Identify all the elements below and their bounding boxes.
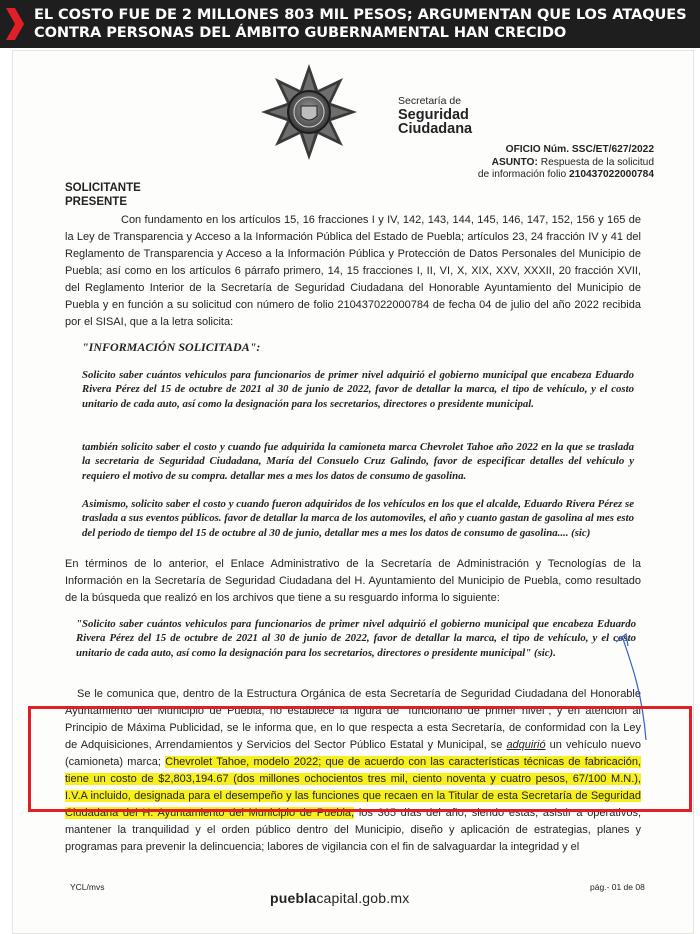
intro-paragraph: Con fundamento en los artículos 15, 16 fracciones I y IV, 142, 143, 144, 145, 146, 147, 152, 156 y 165 de la Ley de Transparencia y Acceso a la Información Pública del Estado de Puebla; artículos 23, 24 fracción IV y 41 del Reglamento de Transparencia y Acceso a la Información Pública y Protección de Datos Personales del Municipio de Puebla; así como en los artículos 6 párrafo primero, 14, 15 fracciones I, II, VI, X, XIX, XXV, XXXII, 20 fracción XVII, del Reglamento Interior de la Secretaría de Seguridad Ciudadana del Honorable Ayuntamiento del Municipio de Puebla y en función a su solicitud con número de folio 210437022000784 de fecha 04 de julio del año 2022 recibida por el SISAI, que a la letra solicita: [65,214,641,328]
document-page [12,50,694,934]
info-title: "INFORMACIÓN SOLICITADA": [82,340,261,354]
recipient-block [65,181,141,209]
headline-banner [0,0,700,48]
footer-page-number: pág.- 01 de 08 [590,882,645,892]
star-badge-icon [234,62,384,162]
asunto-label: ASUNTO: [491,156,538,168]
request-paragraph-1: Solicito saber cuántos vehiculos para funcionarios de primer nivel adquirió el gobierno municipal que encabeza Eduardo Rivera Pérez del 15 de octubre de 2021 al 30 de junio de 2022, favor de detallar la marca, el tipo de vehículo, y el costo unitario de cada auto, así como la designación para los secretarios, directores o presidente municipal. [82,369,634,410]
adquirio-underlined: adquirió [506,739,546,751]
asunto-text-1: Respuesta de la solicitud [540,156,654,168]
department-prefix: Secretaría de [398,95,462,107]
headline-line-1: EL COSTO FUE DE 2 MILLONES 803 MIL PESOS; ARGUMENTAN QUE LOS ATAQUES [34,6,687,23]
request-paragraph-3: Asimismo, solicito saber el costo y cuando fueron adquiridos de los vehículos en los que el alcalde, Eduardo Rivera Pérez se traslada a sus eventos públicos. favor de detallar la marca de los automoviles, el año y cuanto gastan de gasolina al mes esto del periodo de tiempo del 15 de octubre al 30 de junio, detallar mes a mes los datos de consumo de gasolina.... (sic) [82,498,634,539]
answer-text-b: un vehículo nuevo (camioneta) marca; [65,739,641,768]
answer-paragraph [65,686,641,856]
oficio-label: OFICIO Núm. [505,144,570,155]
answer-text-c: los 365 días del año, siendo estas; asistir a operativos, mantener la tranquilidad y el orden público dentro del Municipio, diseño y aplicación de estrategias, planes y programas para prevenir la delincuencia; labores de vigilancia con el fin de salvaguardar la integridad y el [65,807,641,853]
headline-line-2: CONTRA PERSONAS DEL ÁMBITO GUBERNAMENTAL HAN CRECIDO [34,24,567,41]
oficio-block [388,144,654,182]
footer-url [270,890,409,906]
request-paragraph-2: también solicito saber el costo y cuando fue adquirida la camioneta marca Chevrolet Tahoe año 2022 en la que se traslada la secretaria de Seguridad Ciudadana, María del Consuelo Cruz Galindo, favor de especificar detalles del vehículo y requiero el motivo de su compra. detallar mes a mes los datos de consumo de gasolina. [82,441,634,482]
department-line-2: Ciudadana [398,121,473,137]
folio-number: 210437022000784 [569,169,654,181]
recipient-line-2: PRESENTE [65,196,127,208]
footer-initials: YCL/mvs [70,882,105,892]
footer-url-bold: puebla [270,890,317,906]
highlighted-cost-text: Chevrolet Tahoe, modelo 2022; que de acuerdo con las características técnicas de fabricación, tiene un costo de $2,803,194.67 (dos millones ochocientos tres mil, ciento noventa y cuatro pesos, 67/100 M.N.), I.V.A incluido, designada para el desempeño y las funciones que recaen en la Titular de esta Secretaría de Seguridad Ciudadana del H. Ayuntamiento del Municipio de Puebla, [65,756,641,819]
pen-mark-icon [602,630,662,750]
oficio-number: SSC/ET/627/2022 [571,144,654,155]
answer-text-a: Se le comunica que, dentro de la Estructura Orgánica de esta Secretaría de Seguridad Ciudadana del Honorable Ayuntamiento del Municipio de Puebla, no establece la figura de "funcionario de primer nivel"; y en atención al Principio de Máxima Publicidad, se le informa que, en lo que respecta a esta Secretaría, de conformidad con la Ley de Adquisiciones, Arrendamientos y Servicios del Sector Público Estatal y Municipal, se [65,688,641,751]
chevron-right-icon [4,8,24,40]
letterhead-department [398,94,528,136]
headline-text [34,6,694,42]
quoted-request: "Solicito saber cuántos vehiculos para funcionarios de primer nivel adquirió el gobierno municipal que encabeza Eduardo Rivera Pérez del 15 de octubre de 2021 al 30 de junio de 2022, favor de detallar la marca, el tipo de vehículo, y el costo unitario de cada auto, así como la designación para los secretarios, directores o presidente municipal" (sic). [76,618,636,659]
asunto-text-2: de información folio [477,169,567,181]
response-paragraph: En términos de lo anterior, el Enlace Administrativo de la Secretaría de Administración y Tecnologías de la Información en la Secretaría de Seguridad Ciudadana del H. Ayuntamiento del Municipio de Puebla, como resultado de la búsqueda que realizó en los archivos que tiene a su resguardo informa lo siguiente: [65,558,641,604]
recipient-line-1: SOLICITANTE [65,182,141,194]
footer-url-rest: capital.gob.mx [316,890,410,906]
department-line-1: Seguridad [398,107,469,123]
